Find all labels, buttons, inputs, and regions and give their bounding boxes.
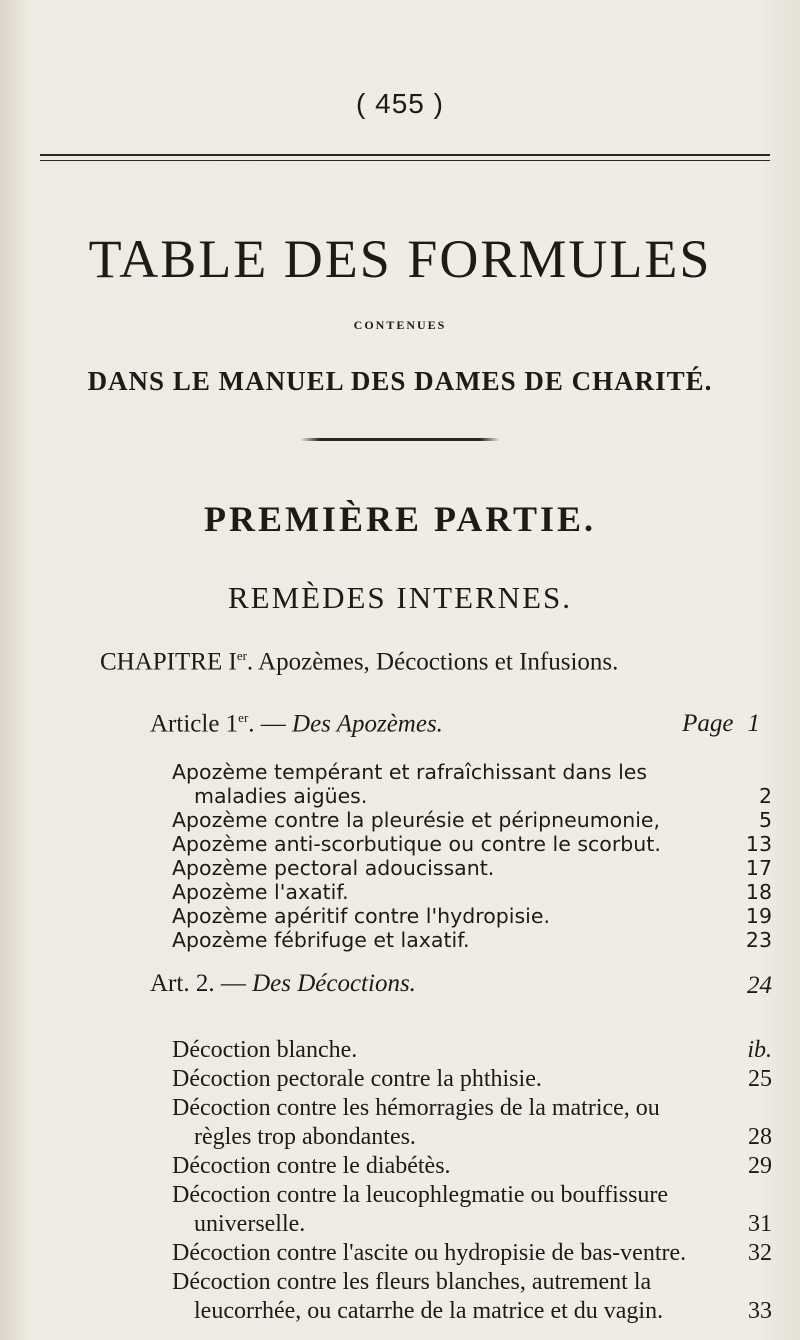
- subtitle-contained: CONTENUES: [353, 318, 447, 332]
- entry-page: 31: [748, 1211, 772, 1237]
- ornamental-rule: [300, 438, 500, 441]
- entry-page: 28: [748, 1124, 772, 1150]
- entry-text: Décoction contre l'ascite ou hydropisie de bas-ventre.: [172, 1240, 687, 1266]
- entry-page: 23: [745, 928, 772, 952]
- chapter-heading: [100, 648, 780, 676]
- entry-text: Décoction contre le diabétès.: [172, 1153, 451, 1179]
- article-2-title: Des Décoctions.: [252, 970, 416, 997]
- entry-text: Apozème contre la pleurésie et péripneumonie,: [172, 808, 661, 832]
- chapter-sup: er: [236, 648, 247, 663]
- list-item: [172, 1094, 772, 1152]
- list-item: [172, 928, 772, 952]
- list-item: [172, 832, 772, 856]
- entry-page: 29: [748, 1153, 772, 1179]
- article-1-title: Des Apozèmes.: [292, 710, 443, 738]
- list-item: [172, 880, 772, 904]
- entry-page: 17: [745, 856, 772, 880]
- entry-text: Décoction contre les hémorragies de la matrice, ou règles trop abondantes.: [172, 1095, 660, 1150]
- entry-text: Décoction pectorale contre la phthisie.: [172, 1066, 542, 1092]
- top-rule: [40, 154, 770, 161]
- list-item: [172, 1181, 772, 1239]
- entry-text: Apozème anti-scorbutique ou contre le scorbut.: [172, 832, 661, 856]
- apozemes-list: [172, 760, 772, 952]
- entry-text: Apozème apéritif contre l'hydropisie.: [172, 904, 550, 928]
- page-label: Page: [682, 710, 734, 737]
- entry-text: Apozème pectoral adoucissant.: [172, 856, 495, 880]
- page-column-header: [668, 710, 760, 738]
- part-title: PREMIÈRE PARTIE.: [203, 499, 597, 539]
- article-1-prefix: Article 1: [150, 710, 239, 738]
- list-item: [172, 1152, 772, 1181]
- entry-page: 18: [745, 880, 772, 904]
- list-item: [172, 808, 772, 832]
- list-item: [172, 1036, 772, 1065]
- entry-text: Apozème tempérant et rafraîchissant dans les maladies aigües.: [172, 760, 648, 808]
- chapter-text: . Apozèmes, Décoctions et Infusions.: [246, 648, 619, 676]
- section-title: REMÈDES INTERNES.: [228, 580, 572, 615]
- entry-page: 2: [758, 784, 772, 808]
- entry-text: Décoction contre la leucophlegmatie ou bouffissure universelle.: [172, 1182, 669, 1237]
- list-item: [172, 904, 772, 928]
- main-title: TABLE DES FORMULES: [88, 229, 712, 289]
- article-1-page: 1: [747, 710, 760, 737]
- entry-page: 33: [748, 1298, 772, 1324]
- entry-text: Apozème fébrifuge et laxatif.: [172, 928, 470, 952]
- article-2-page: 24: [747, 972, 772, 999]
- list-item: [172, 1268, 772, 1326]
- list-item: [172, 1239, 772, 1268]
- entry-page: 19: [745, 904, 772, 928]
- list-item: [172, 1065, 772, 1094]
- source-title: DANS LE MANUEL DES DAMES DE CHARITÉ.: [87, 366, 713, 396]
- list-item: [172, 856, 772, 880]
- article-1-sup: er: [238, 710, 249, 725]
- entry-text: Décoction blanche.: [172, 1037, 358, 1063]
- article-2-heading: [150, 970, 780, 998]
- entry-page: ib.: [747, 1037, 772, 1063]
- page-folio: ( 455 ): [356, 88, 444, 119]
- article-1-heading: [150, 710, 780, 738]
- entry-text: Apozème l'axatif.: [172, 880, 349, 904]
- article-1-sep: . —: [248, 710, 293, 738]
- entry-page: 13: [745, 832, 772, 856]
- entry-page: 32: [748, 1240, 772, 1266]
- article-2-prefix: Art. 2. —: [150, 970, 253, 997]
- list-item: [172, 760, 772, 808]
- entry-page: 25: [748, 1066, 772, 1092]
- entry-text: Décoction contre les fleurs blanches, autrement la leucorrhée, ou catarrhe de la matrice et du vagin.: [172, 1269, 664, 1324]
- chapter-prefix: CHAPITRE I: [100, 648, 237, 676]
- decoctions-list: [172, 1036, 772, 1326]
- entry-page: 5: [758, 808, 772, 832]
